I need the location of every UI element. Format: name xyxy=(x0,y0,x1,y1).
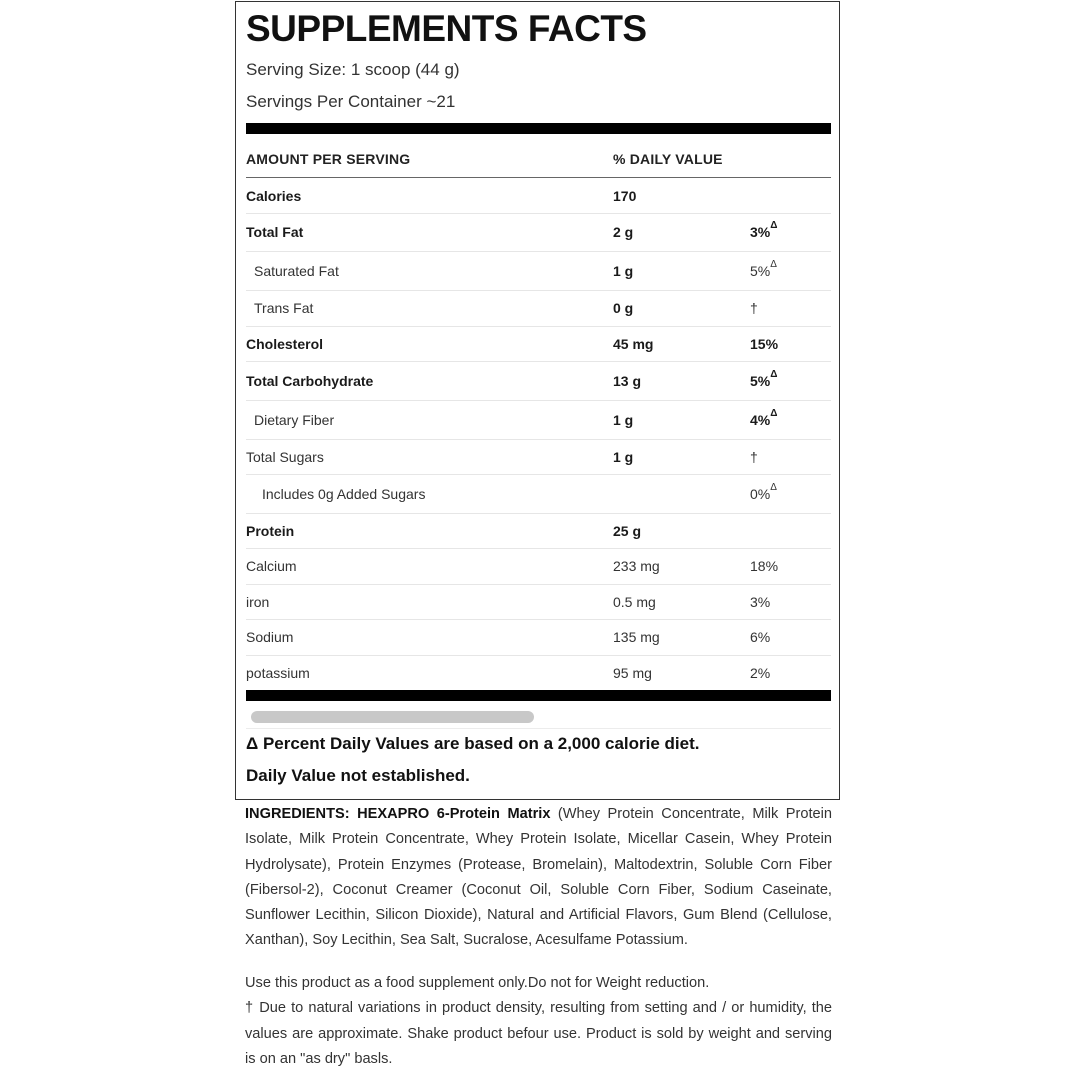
nutrient-daily-value: 5%$^\Delta$ xyxy=(750,368,778,389)
delta-mark: Δ xyxy=(770,258,777,270)
nutrient-name: Trans Fat xyxy=(254,300,314,316)
nutrient-amount: 2 g xyxy=(613,224,634,240)
nutrient-name: Total Fat xyxy=(246,224,304,240)
nutrient-amount: 45 mg xyxy=(613,335,654,352)
nutrient-name: Dietary Fiber xyxy=(254,411,335,428)
top-thick-divider xyxy=(246,123,831,134)
servings-per-container: Servings Per Container ~21 xyxy=(246,92,456,111)
serving-size: Serving Size: 1 scoop (44 g) xyxy=(246,60,460,79)
delta-mark: Δ xyxy=(770,220,778,231)
nutrient-amount: 1 g xyxy=(613,411,634,428)
nutrient-name: Includes 0g Added Sugars xyxy=(262,485,426,502)
nutrient-row-calories xyxy=(246,178,831,214)
nutrient-name: Cholesterol xyxy=(246,335,324,352)
nutrient-amount: 1 g xyxy=(613,262,634,279)
nutrient-name: iron xyxy=(246,593,270,610)
nutrient-name: potassium xyxy=(246,664,310,681)
nutrient-row-trans-fat xyxy=(246,290,831,327)
delta-mark: Δ xyxy=(770,481,777,493)
header-daily-value: % DAILY VALUE xyxy=(613,151,723,167)
nutrient-daily-value: 3% xyxy=(750,593,771,610)
nutrient-daily-value: 0%$^\Delta$ xyxy=(750,481,777,502)
ingredients-heading: INGREDIENTS: HEXAPRO 6-Protein Matrix xyxy=(245,806,551,822)
nutrient-daily-value: 4%$^\Delta$ xyxy=(750,407,778,428)
nutrient-row-saturated-fat xyxy=(246,251,831,291)
nutrient-row-total-sugars xyxy=(246,439,831,475)
nutrient-daily-value: 18% xyxy=(750,558,779,574)
nutrient-amount: 95 mg xyxy=(613,664,652,681)
nutrient-amount: 170 xyxy=(613,187,637,204)
bottom-thick-divider xyxy=(246,690,831,701)
horizontal-scrollbar[interactable] xyxy=(246,706,831,729)
nutrient-daily-value: † xyxy=(750,300,758,316)
nutrient-row-total-fat xyxy=(246,213,831,252)
nutrient-name: Calcium xyxy=(246,558,297,574)
nutrient-daily-value: 5%$^\Delta$ xyxy=(750,258,777,279)
label-title: SUPPLEMENTS FACTS xyxy=(246,8,647,49)
ingredients-text: (Whey Protein Concentrate, Milk Protein Isolate, Milk Protein Concentrate, Whey Protein Isolate, Micellar Casein, Whey Protein Hydrolysate), Protein Enzymes (Protease, Bromelain), Maltodextrin, Soluble Corn Fiber (Fibersol-2), Coconut Creamer (Coconut Oil, Soluble Corn Fiber, Sodium Caseinate, Sunflower Lecithin, Silicon Dioxide), Natural and Artificial Flavors, Gum Blend (Cellulose, Xanthan), Soy Lecithin, Sea Salt, Sucralose, Acesulfame Potassium. xyxy=(245,806,832,949)
nutrient-amount: 0 g xyxy=(613,300,634,316)
nutrient-name: Total Carbohydrate xyxy=(246,372,374,389)
nutrient-row-cholesterol xyxy=(246,326,831,362)
nutrient-name: Calories xyxy=(246,187,302,204)
ingredients-paragraph xyxy=(245,802,832,954)
nutrient-row-protein xyxy=(246,513,831,549)
nutrient-row-iron xyxy=(246,584,831,620)
delta-mark: Δ xyxy=(770,368,778,380)
nutrient-row-total-carbohydrate xyxy=(246,361,831,401)
header-amount-per-serving: AMOUNT PER SERVING xyxy=(246,151,411,167)
density-disclaimer: † Due to natural variations in product density, resulting from setting and / or humidity, the values are approximate. Shake product befour use. Product is sold by weight and serving is on an "as dry" basls. xyxy=(245,1000,832,1067)
nutrient-daily-value: † xyxy=(750,448,758,465)
nutrient-row-potassium xyxy=(246,655,831,690)
nutrient-name: Total Sugars xyxy=(246,448,324,465)
nutrient-amount: 233 mg xyxy=(613,558,660,574)
nutrient-amount: 0.5 mg xyxy=(613,593,656,610)
delta-mark: Δ xyxy=(770,407,778,419)
nutrient-amount: 135 mg xyxy=(613,629,660,645)
nutrient-name: Protein xyxy=(246,522,295,539)
nutrient-amount: 1 g xyxy=(613,448,634,465)
footnote-daily-values: Δ Percent Daily Values are based on a 2,000 calorie diet. xyxy=(246,734,700,753)
nutrient-daily-value: 2% xyxy=(750,664,771,681)
nutrient-name: Sodium xyxy=(246,629,294,645)
usage-note: Use this product as a food supplement only.Do not for Weight reduction. xyxy=(245,975,710,991)
scrollbar-thumb[interactable] xyxy=(251,711,534,723)
nutrient-daily-value: 15% xyxy=(750,335,779,352)
nutrient-row-dietary-fiber xyxy=(246,400,831,440)
footnote-not-established: Daily Value not established. xyxy=(246,766,470,785)
usage-notes xyxy=(245,971,832,1072)
nutrient-row-added-sugars xyxy=(246,474,831,514)
nutrient-row-sodium xyxy=(246,619,831,656)
nutrient-name: Saturated Fat xyxy=(254,262,339,279)
nutrient-amount: 13 g xyxy=(613,372,642,389)
nutrient-row-calcium xyxy=(246,548,831,585)
nutrient-amount: 25 g xyxy=(613,522,642,539)
nutrient-daily-value: 3%$^\Delta$ xyxy=(750,220,778,240)
nutrient-daily-value: 6% xyxy=(750,629,771,645)
